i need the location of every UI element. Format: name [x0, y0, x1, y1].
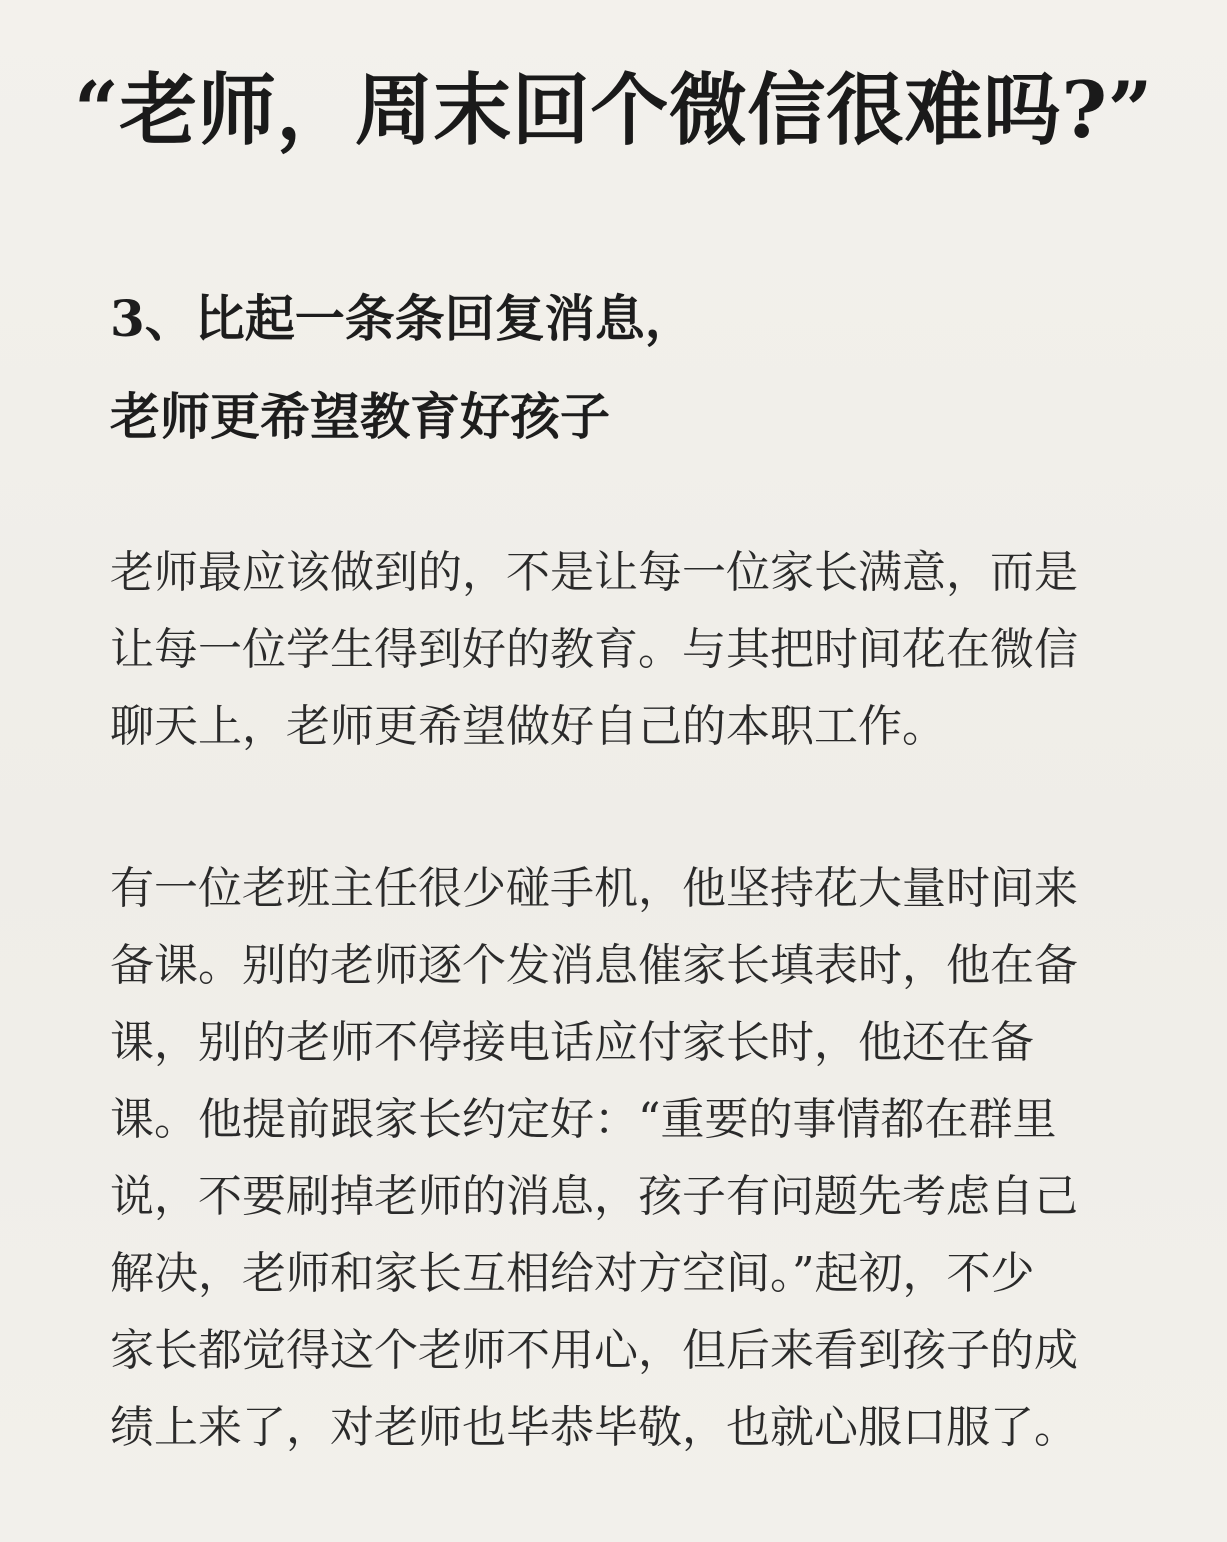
paragraph-line: 说，不要刷掉老师的消息，孩子有问题先考虑自己: [110, 1171, 1078, 1222]
paragraph-line: 有一位老班主任很少碰手机，他坚持花大量时间来: [110, 863, 1078, 914]
paragraph-2: [110, 850, 1135, 1466]
paragraph-line: 绩上来了，对老师也毕恭毕敬，也就心服口服了。: [110, 1402, 1078, 1453]
paragraph-line: 家长都觉得这个老师不用心，但后来看到孩子的成: [110, 1325, 1078, 1376]
paragraph-line: 让每一位学生得到好的教育。与其把时间花在微信: [110, 624, 1078, 675]
paragraph-1: [110, 534, 1135, 765]
paragraph-line: 解决，老师和家长互相给对方空间。”起初，不少: [110, 1248, 1035, 1299]
paragraph-line: 老师最应该做到的，不是让每一位家长满意，而是: [110, 547, 1078, 598]
article-title: “老师，周末回个微信很难吗?”: [74, 65, 1153, 156]
section-heading-line: 老师更希望教育好孩子: [110, 387, 610, 446]
section-heading-line: 3、比起一条条回复消息，: [110, 289, 695, 348]
paragraph-line: 课。他提前跟家长约定好：“重要的事情都在群里: [110, 1094, 1057, 1145]
paragraph-line: 备课。别的老师逐个发消息催家长填表时，他在备: [110, 940, 1078, 991]
section-heading: [110, 270, 1130, 466]
paragraph-line: 聊天上，老师更希望做好自己的本职工作。: [110, 701, 946, 752]
paragraph-line: 课，别的老师不停接电话应付家长时，他还在备: [110, 1017, 1034, 1068]
